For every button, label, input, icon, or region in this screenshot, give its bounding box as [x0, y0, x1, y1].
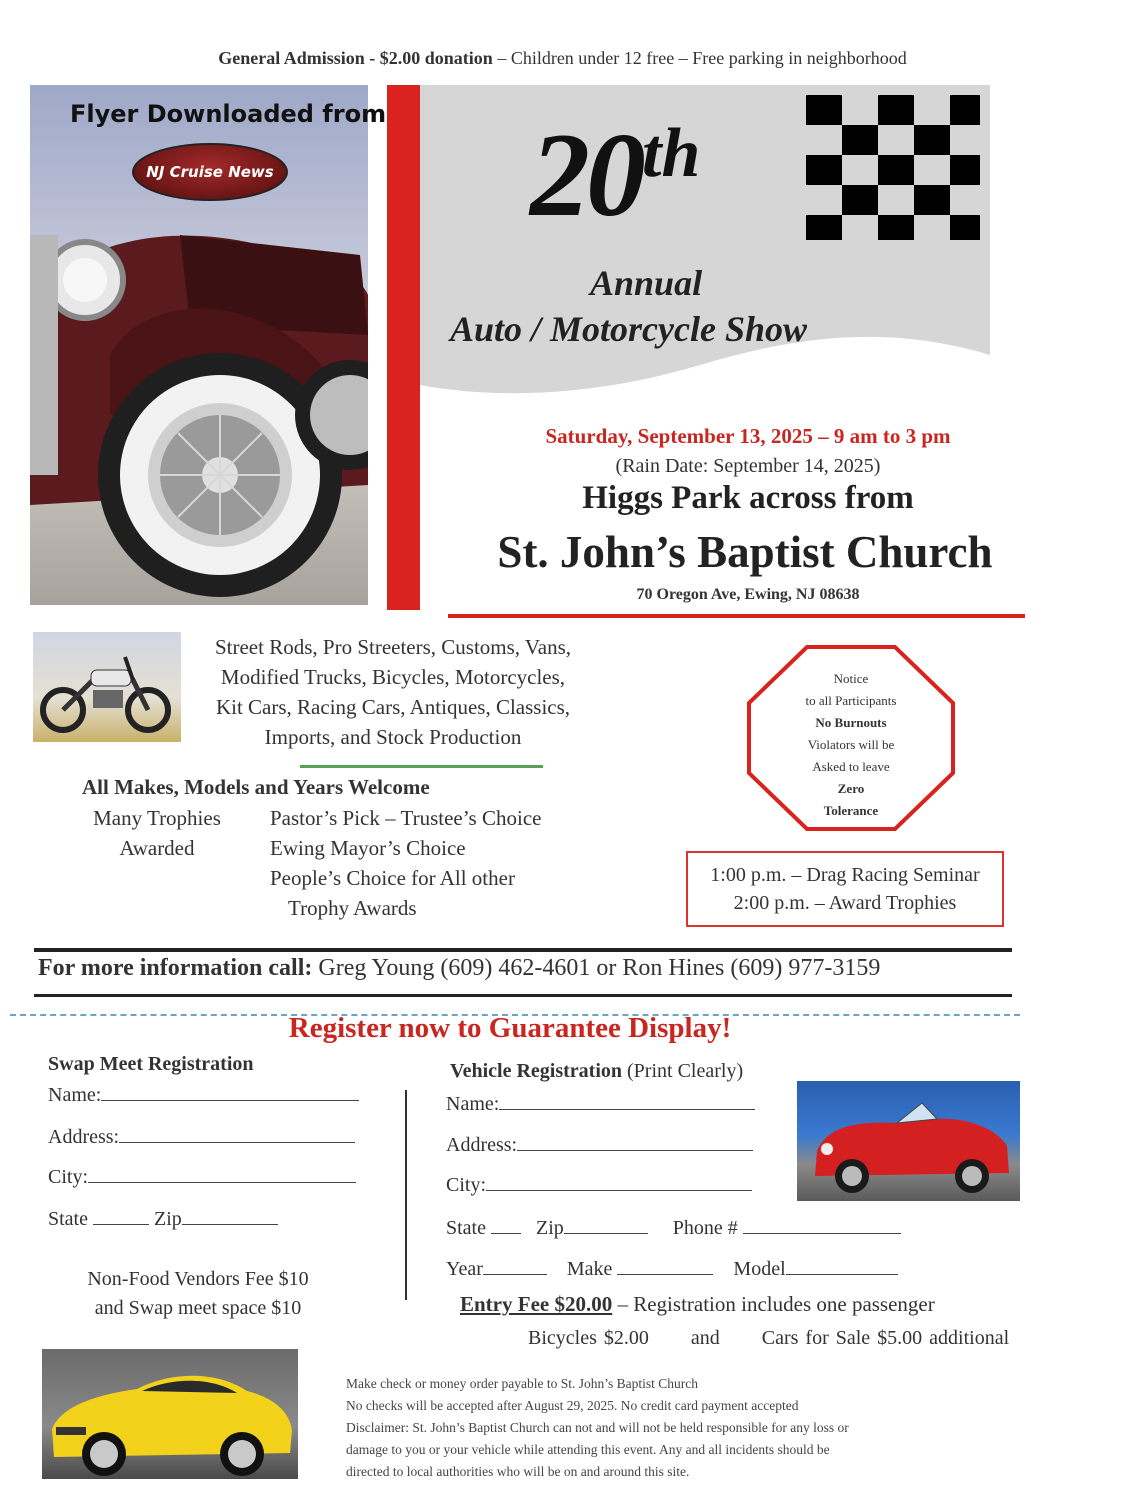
fee-line: Non-Food Vendors Fee $10 [87, 1268, 309, 1290]
field-label: State [446, 1217, 486, 1239]
admission-price: General Admission - $2.00 donation [218, 48, 493, 68]
bicycle-fee: Bicycles $2.00 [528, 1327, 649, 1349]
vehicle-year-make-model-field[interactable] [446, 1256, 898, 1281]
contact-label: For more information call: [38, 955, 313, 981]
field-label: Name: [446, 1093, 500, 1115]
notice-line: Asked to leave [812, 759, 890, 774]
field-label: City: [48, 1166, 89, 1188]
fill-line [499, 1091, 755, 1110]
info-rule-top [34, 948, 1012, 952]
download-notice: Flyer Downloaded from [70, 100, 387, 128]
schedule-box [686, 851, 1004, 927]
award-item: People’s Choice for All other [270, 866, 515, 890]
vendor-fees [48, 1265, 348, 1323]
fine-print-line: Disclaimer: St. John’s Baptist Church can not and will not be held responsible for any loss or [346, 1420, 849, 1435]
fill-line [93, 1206, 149, 1225]
fill-line [491, 1215, 521, 1234]
field-label: State [48, 1208, 88, 1230]
notice-line: to all Participants [805, 693, 897, 708]
anniversary-digits: 20 [530, 108, 642, 241]
vehicle-line: Modified Trucks, Bicycles, Motorcycles, [220, 665, 566, 689]
trophies-line: Many Trophies [93, 806, 221, 830]
event-date: Saturday, September 13, 2025 – 9 am to 3 pm [545, 424, 951, 448]
swap-name-field[interactable] [48, 1082, 359, 1107]
payment-disclaimer [346, 1373, 1011, 1483]
trophies-label [82, 803, 232, 863]
notice-line [765, 800, 937, 822]
church-name: St. John’s Baptist Church [497, 527, 993, 577]
field-label: Model [733, 1258, 786, 1280]
vehicle-line: Imports, and Stock Production [264, 725, 522, 749]
fill-line [119, 1124, 355, 1143]
fine-print-line: Make check or money order payable to St. John’s Baptist Church [346, 1376, 699, 1391]
anniversary-ordinal: th [642, 115, 701, 192]
entry-fee: Entry Fee $20.00 [460, 1292, 613, 1316]
field-label: City: [446, 1174, 487, 1196]
notice-line: Notice [833, 671, 869, 686]
schedule-item: 1:00 p.m. – Drag Racing Seminar [710, 864, 980, 886]
swap-meet-title: Swap Meet Registration [48, 1053, 254, 1075]
fill-line [517, 1132, 753, 1151]
notice-line [765, 712, 937, 734]
fill-line [483, 1256, 547, 1275]
vehicle-line: Street Rods, Pro Streeters, Customs, Vans, [214, 635, 572, 659]
fill-line [486, 1172, 752, 1191]
extra-fees [528, 1327, 1009, 1350]
event-address: 70 Oregon Ave, Ewing, NJ 08638 [636, 586, 860, 603]
motorcycle-photo [33, 632, 181, 742]
annual-label: Annual [590, 263, 703, 303]
vehicle-state-zip-phone-field[interactable] [446, 1215, 901, 1240]
entry-note: – Registration includes one passenger [617, 1292, 935, 1316]
red-accent-bar [387, 85, 420, 610]
swap-city-field[interactable] [48, 1164, 356, 1189]
fine-print-line: No checks will be accepted after August 29, 2025. No credit card payment accepted [346, 1398, 799, 1413]
no-burnouts-notice [765, 668, 937, 822]
fee-line: and Swap meet space $10 [94, 1297, 302, 1319]
trophies-line: Awarded [119, 836, 195, 860]
field-label: Address: [446, 1134, 518, 1156]
swap-state-zip-field[interactable] [48, 1206, 278, 1231]
entry-fee-line [460, 1292, 935, 1317]
show-title: Auto / Motorcycle Show [450, 309, 808, 349]
notice-emphasis: No Burnouts [815, 715, 887, 730]
fill-line [182, 1206, 278, 1225]
field-label: Address: [48, 1126, 120, 1148]
yellow-sports-car-photo [42, 1349, 298, 1479]
red-divider [448, 614, 1025, 618]
field-label: Year [446, 1258, 483, 1280]
fill-line [617, 1256, 713, 1275]
fill-line [101, 1082, 359, 1101]
contact-info [38, 955, 880, 982]
notice-emphasis: Zero [837, 781, 865, 796]
cars-for-sale-fee: Cars for Sale $5.00 additional [761, 1327, 1010, 1349]
schedule-item: 2:00 p.m. – Award Trophies [733, 892, 957, 914]
admission-line [0, 48, 1125, 69]
fill-line [786, 1256, 898, 1275]
vehicle-title-bold: Vehicle Registration [450, 1060, 623, 1082]
nj-cruise-news-logo [132, 143, 288, 201]
fine-print-line: directed to local authorities who will be on and around this site. [346, 1464, 690, 1479]
fill-line [88, 1164, 356, 1183]
fill-line [743, 1215, 901, 1234]
notice-line: Violators will be [807, 737, 895, 752]
notice-emphasis: Tolerance [823, 803, 879, 818]
register-headline: Register now to Guarantee Display! [288, 1012, 732, 1044]
fine-print-line: damage to you or your vehicle while attending this event. Any and all incidents should be [346, 1442, 830, 1457]
form-divider [405, 1090, 407, 1300]
info-rule-bottom [34, 994, 1012, 997]
vehicle-name-field[interactable] [446, 1091, 755, 1116]
red-convertible-photo [797, 1081, 1020, 1201]
logo-text: NJ Cruise News [146, 163, 274, 181]
welcome-heading: All Makes, Models and Years Welcome [82, 775, 430, 799]
green-divider [300, 765, 543, 768]
vehicle-title-note: (Print Clearly) [627, 1060, 744, 1082]
vehicle-categories [188, 632, 598, 752]
fill-line [564, 1215, 648, 1234]
field-label: Name: [48, 1084, 102, 1106]
location-line: Higgs Park across from [582, 480, 914, 516]
award-item: Trophy Awards [288, 896, 417, 920]
notice-line [765, 778, 937, 800]
and-text: and [690, 1327, 720, 1349]
anniversary-number [530, 108, 701, 241]
vehicle-address-field[interactable] [446, 1132, 753, 1157]
award-item: Ewing Mayor’s Choice [270, 836, 466, 860]
award-item: Pastor’s Pick – Trustee’s Choice [270, 806, 542, 830]
field-label: Phone # [672, 1217, 738, 1239]
admission-details: – Children under 12 free – Free parking in neighborhood [497, 48, 907, 68]
swap-address-field[interactable] [48, 1124, 355, 1149]
field-label: Make [566, 1258, 613, 1280]
award-list [270, 803, 541, 923]
field-label: Zip [536, 1217, 564, 1239]
field-label: Zip [154, 1208, 182, 1230]
contact-numbers: Greg Young (609) 462-4601 or Ron Hines (609) 977-3159 [318, 955, 881, 981]
vehicle-city-field[interactable] [446, 1172, 752, 1197]
checkered-flag-icon [806, 95, 980, 240]
vehicle-line: Kit Cars, Racing Cars, Antiques, Classics, [215, 695, 571, 719]
title-banner [420, 85, 990, 410]
rain-date: (Rain Date: September 14, 2025) [615, 455, 881, 477]
vehicle-registration-title [450, 1060, 743, 1083]
